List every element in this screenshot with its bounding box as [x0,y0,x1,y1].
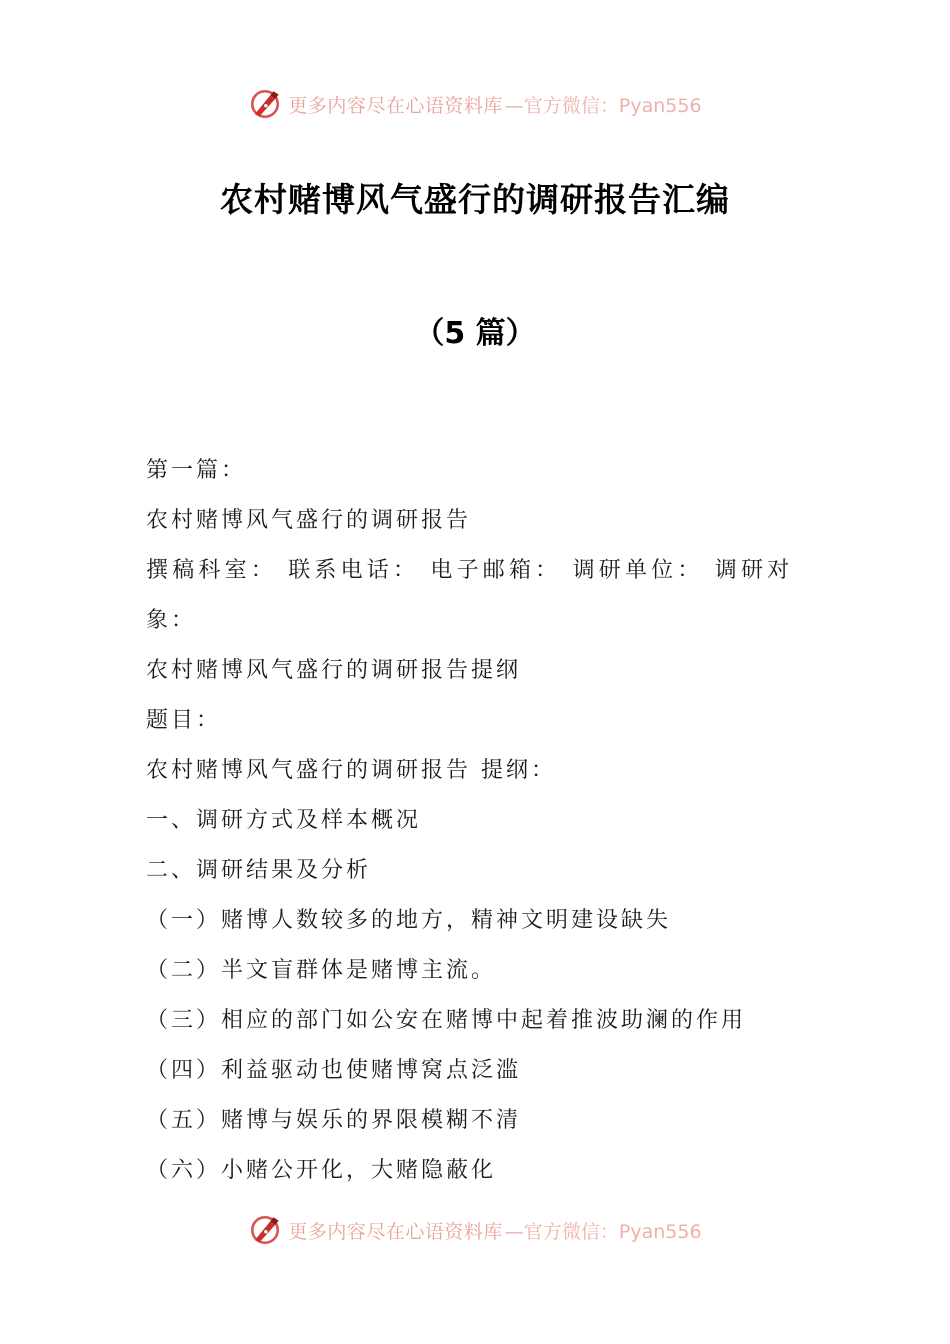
watermark-text: 更多内容尽在心语资料库 [288,94,503,117]
body-line: （五）赌博与娱乐的界限模糊不清 [146,1108,522,1133]
pen-nib-circle-icon [248,1213,282,1247]
body-line: （一）赌博人数较多的地方，精神文明建设缺失 [146,908,672,933]
body-line: （六）小赌公开化，大赌隐蔽化 [146,1158,497,1183]
footer-watermark [0,1210,950,1250]
body-line: （四）利益驱动也使赌博窝点泛滥 [146,1058,522,1083]
body-line: 农村赌博风气盛行的调研报告提纲 [146,658,522,683]
document-title: 农村赌博风气盛行的调研报告汇编 [220,180,730,219]
body-line: 撰稿科室： 联系电话： 电子邮箱： 调研单位： 调研对 [146,558,794,583]
document-body [146,446,811,1196]
body-line: （二）半文盲群体是赌博主流。 [146,958,497,983]
body-line: 二、调研结果及分析 [146,858,372,883]
watermark-contact: —官方微信：Pyan556 [504,94,702,117]
body-line: 象： [146,608,197,633]
body-line: 题目： [146,708,222,733]
body-line: 一、调研方式及样本概况 [146,808,422,833]
body-line: 第一篇： [146,458,247,483]
body-line: （三）相应的部门如公安在赌博中起着推波助澜的作用 [146,1008,747,1033]
body-line: 农村赌博风气盛行的调研报告 提纲： [146,758,556,783]
body-line: 农村赌博风气盛行的调研报告 [146,508,472,533]
pen-nib-circle-icon [248,87,282,121]
header-watermark [0,84,950,124]
watermark-contact: —官方微信：Pyan556 [504,1220,702,1243]
document-subtitle: （5 篇） [414,316,536,351]
watermark-text: 更多内容尽在心语资料库 [288,1220,503,1243]
